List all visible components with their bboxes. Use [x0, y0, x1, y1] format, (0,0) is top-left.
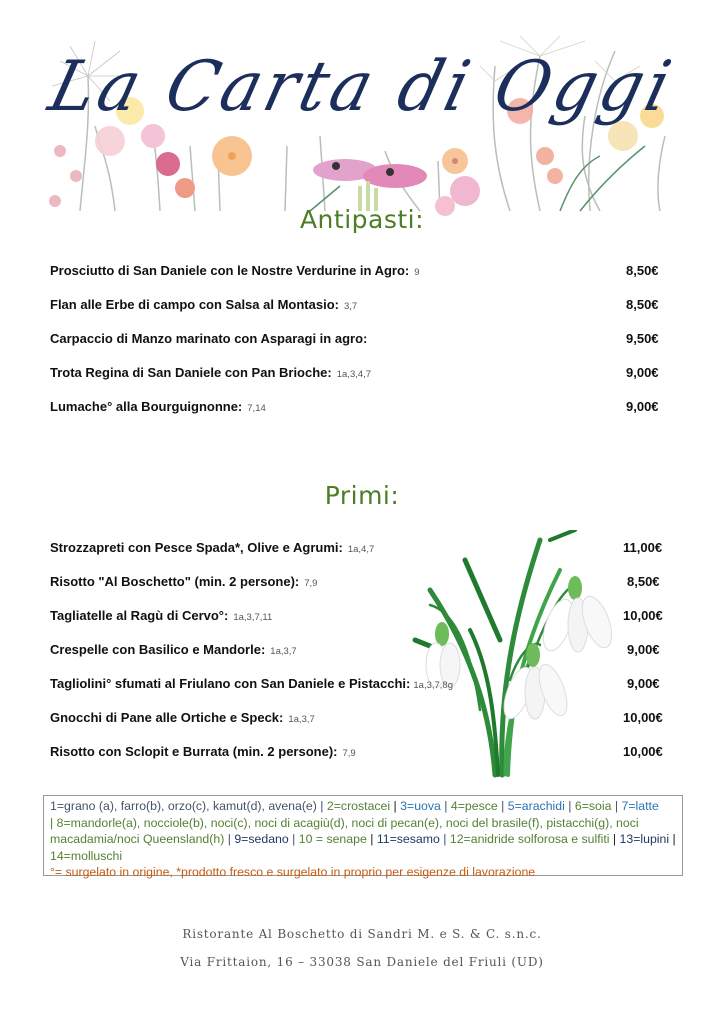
- allergen-codes: 1a,3,7: [288, 714, 315, 725]
- section-title-primi: Primi:: [324, 481, 400, 510]
- dish-name: Crespelle con Basilico e Mandorle:: [50, 642, 266, 657]
- dish-name: Risotto con Sclopit e Burrata (min. 2 persone):: [50, 744, 338, 759]
- page-title: La Carta di Oggi: [41, 46, 683, 127]
- dish-name: Trota Regina di San Daniele con Pan Brioche:: [50, 365, 332, 380]
- allergen-codes: 7,14: [247, 403, 266, 414]
- legend-pesce: 4=pesce: [450, 799, 498, 813]
- allergen-codes: 7,9: [342, 748, 356, 759]
- legend-separator: |: [224, 832, 235, 846]
- menu-item: [50, 676, 724, 696]
- dish-price: 11,00€: [623, 540, 663, 555]
- menu-item: [50, 744, 724, 764]
- dish-name: Carpaccio di Manzo marinato con Asparagi in agro:: [50, 331, 368, 346]
- dish-name: Lumache° alla Bourguignonne:: [50, 399, 243, 414]
- legend-crostacei: 2=crostacei: [326, 799, 391, 813]
- legend-separator: |: [366, 832, 377, 846]
- dish-price: 8,50€: [626, 263, 659, 278]
- dish-name: Tagliatelle al Ragù di Cervo°:: [50, 608, 229, 623]
- allergen-codes: 1a,3,7: [270, 646, 297, 657]
- legend-separator: |: [609, 832, 620, 846]
- dish-name: Gnocchi di Pane alle Ortiche e Speck:: [50, 710, 284, 725]
- legend-nuts: | 8=mandorle(a), nocciole(b), noci(c), noci di acagiù(d), noci di pecan(e), noci del brasile(f), pistacchi(g), noci macadamia/noci Queensland(h): [50, 815, 639, 846]
- menu-item: [50, 710, 724, 730]
- allergen-codes: 1a,4,7: [347, 544, 375, 555]
- legend-arachidi: 5=arachidi: [507, 799, 565, 813]
- dish-name: Prosciutto di San Daniele con le Nostre Verdurine in Agro:: [50, 263, 410, 278]
- legend-frozen-note: °= surgelato in origine, *prodotto fresco e surgelato in proprio per esigenze di lavorazione: [50, 865, 536, 879]
- legend-separator: |: [669, 832, 676, 846]
- menu-item: [50, 399, 724, 419]
- dish-price: 9,00€: [626, 399, 659, 414]
- legend-separator: |: [611, 799, 622, 813]
- legend-separator: |: [288, 832, 299, 846]
- menu-item: [50, 540, 724, 560]
- dish-price: 9,00€: [626, 365, 659, 380]
- allergen-codes: 7,9: [304, 578, 318, 589]
- legend-molluschi: 14=molluschi: [50, 848, 123, 863]
- legend-separator: |: [564, 799, 575, 813]
- dish-name: Strozzapreti con Pesce Spada*, Olive e Agrumi:: [50, 540, 343, 555]
- dish-price: 10,00€: [623, 744, 663, 759]
- menu-item: [50, 574, 724, 594]
- legend-separator: |: [439, 832, 450, 846]
- dish-price: 9,00€: [627, 676, 660, 691]
- menu-item: [50, 365, 724, 385]
- legend-latte: 7=latte: [621, 799, 659, 813]
- allergen-codes: 1a,3,7,8g: [413, 680, 453, 691]
- dish-price: 10,00€: [623, 608, 663, 623]
- dish-price: 10,00€: [623, 710, 663, 725]
- footer-company: Ristorante Al Boschetto di Sandri M. e S. & C. s.n.c.: [182, 927, 542, 941]
- menu-item: [50, 331, 724, 351]
- dish-name: Risotto "Al Boschetto" (min. 2 persone):: [50, 574, 300, 589]
- legend-uova: 3=uova: [400, 799, 441, 813]
- dish-price: 8,50€: [627, 574, 660, 589]
- dish-name: Flan alle Erbe di campo con Salsa al Montasio:: [50, 297, 339, 312]
- legend-separator: |: [390, 799, 401, 813]
- dish-name: Tagliolini° sfumati al Friulano con San Daniele e Pistacchi:: [50, 676, 411, 691]
- legend-sesamo: 11=sesamo: [376, 832, 440, 846]
- menu-item: [50, 608, 724, 628]
- menu-item: [50, 642, 724, 662]
- menu-item: [50, 263, 724, 283]
- legend-solfiti: 12=anidride solforosa e sulfiti: [449, 832, 610, 846]
- allergen-legend: [43, 795, 683, 879]
- allergen-codes: 3,7: [343, 301, 358, 312]
- allergen-codes: 1a,3,7,11: [233, 612, 273, 623]
- dish-price: 8,50€: [626, 297, 659, 312]
- allergen-codes: 9: [414, 267, 420, 278]
- legend-cereals: 1=grano (a), farro(b), orzo(c), kamut(d), avena(e) |: [50, 799, 327, 813]
- footer-address: Via Frittaion, 16 – 33038 San Daniele del Friuli (UD): [180, 955, 544, 969]
- section-title-antipasti: Antipasti:: [299, 205, 425, 234]
- legend-separator: |: [497, 799, 508, 813]
- legend-sedano: 9=sedano: [234, 832, 289, 846]
- dish-price: 9,00€: [627, 642, 660, 657]
- allergen-codes: 1a,3,4,7: [336, 369, 372, 380]
- legend-senape: 10 = senape: [298, 832, 367, 846]
- legend-soia: 6=soia: [574, 799, 612, 813]
- menu-item: [50, 297, 724, 317]
- dish-price: 9,50€: [626, 331, 659, 346]
- legend-lupini: 13=lupini: [619, 832, 670, 846]
- legend-separator: |: [440, 799, 451, 813]
